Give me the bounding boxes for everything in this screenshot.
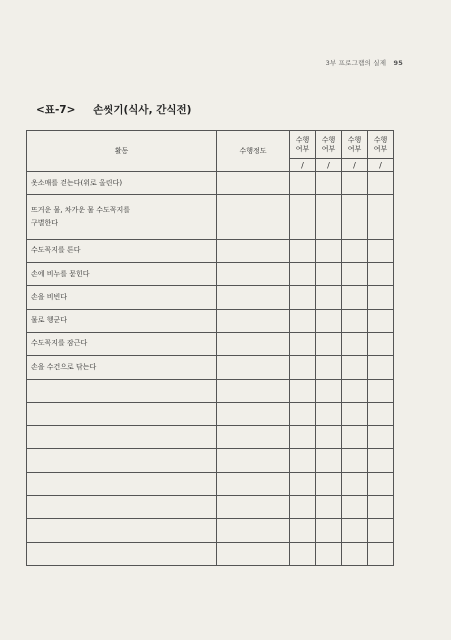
column-header-check: 수행 여부: [368, 131, 394, 159]
activity-cell: [27, 402, 217, 425]
degree-cell[interactable]: [217, 496, 290, 519]
activity-cell: 뜨거운 물, 차가운 물 수도꼭지를 구별한다: [27, 195, 217, 239]
column-header-check: 수행 여부: [316, 131, 342, 159]
degree-cell[interactable]: [217, 332, 290, 355]
check-cell[interactable]: [290, 332, 316, 355]
table-row: [27, 286, 394, 309]
degree-cell[interactable]: [217, 239, 290, 262]
check-cell[interactable]: [290, 449, 316, 472]
check-cell[interactable]: [342, 426, 368, 449]
table-row: [27, 356, 394, 379]
check-cell[interactable]: [368, 496, 394, 519]
check-cell[interactable]: [368, 239, 394, 262]
slash-divider: /: [368, 159, 394, 172]
activity-cell: 손을 비빈다: [27, 286, 217, 309]
table-row: [27, 332, 394, 355]
activity-cell: 수도꼭지를 튼다: [27, 239, 217, 262]
activity-cell: 물로 헹군다: [27, 309, 217, 332]
check-cell[interactable]: [342, 496, 368, 519]
degree-cell[interactable]: [217, 519, 290, 542]
check-cell[interactable]: [316, 263, 342, 286]
check-cell[interactable]: [290, 172, 316, 195]
check-cell[interactable]: [316, 195, 342, 239]
activity-cell: 옷소매를 걷는다(위로 올린다): [27, 172, 217, 195]
check-cell[interactable]: [316, 239, 342, 262]
check-cell[interactable]: [342, 472, 368, 495]
table-row: [27, 402, 394, 425]
degree-cell[interactable]: [217, 449, 290, 472]
table-row: [27, 496, 394, 519]
check-cell[interactable]: [368, 286, 394, 309]
degree-cell[interactable]: [217, 379, 290, 402]
activity-cell: [27, 519, 217, 542]
degree-cell[interactable]: [217, 472, 290, 495]
check-cell[interactable]: [342, 542, 368, 565]
table-row: [27, 379, 394, 402]
check-cell[interactable]: [316, 356, 342, 379]
check-cell[interactable]: [290, 263, 316, 286]
slash-divider: /: [290, 159, 316, 172]
column-header-check: 수행 여부: [290, 131, 316, 159]
degree-cell[interactable]: [217, 195, 290, 239]
check-cell[interactable]: [290, 542, 316, 565]
check-cell[interactable]: [316, 379, 342, 402]
check-cell[interactable]: [316, 332, 342, 355]
activity-cell: 손에 비누를 묻힌다: [27, 263, 217, 286]
degree-cell[interactable]: [217, 286, 290, 309]
check-cell[interactable]: [368, 472, 394, 495]
check-cell[interactable]: [368, 402, 394, 425]
degree-cell[interactable]: [217, 426, 290, 449]
activity-cell: [27, 449, 217, 472]
column-header-degree: 수행정도: [217, 131, 290, 172]
check-cell[interactable]: [368, 309, 394, 332]
check-cell[interactable]: [316, 542, 342, 565]
degree-cell[interactable]: [217, 542, 290, 565]
table-row: [27, 449, 394, 472]
table-row: [27, 519, 394, 542]
activity-cell: [27, 472, 217, 495]
check-cell[interactable]: [368, 379, 394, 402]
table-row: [27, 472, 394, 495]
activity-cell: 손을 수건으로 닦는다: [27, 356, 217, 379]
check-cell[interactable]: [368, 356, 394, 379]
check-cell[interactable]: [368, 426, 394, 449]
table-row: [27, 195, 394, 239]
activity-cell: [27, 542, 217, 565]
check-cell[interactable]: [342, 379, 368, 402]
check-cell[interactable]: [342, 356, 368, 379]
check-cell[interactable]: [316, 472, 342, 495]
check-cell[interactable]: [290, 309, 316, 332]
table-row: [27, 542, 394, 565]
table-row: [27, 263, 394, 286]
check-cell[interactable]: [290, 402, 316, 425]
activity-cell: [27, 426, 217, 449]
table-row: [27, 172, 394, 195]
check-cell[interactable]: [368, 542, 394, 565]
page-number: 95: [393, 59, 403, 67]
handwashing-checklist: [26, 130, 394, 566]
check-cell[interactable]: [290, 286, 316, 309]
check-cell[interactable]: [342, 402, 368, 425]
table-row: [27, 239, 394, 262]
activity-cell: [27, 379, 217, 402]
check-cell[interactable]: [290, 519, 316, 542]
check-cell[interactable]: [290, 195, 316, 239]
check-cell[interactable]: [342, 332, 368, 355]
slash-divider: /: [316, 159, 342, 172]
table-title: [36, 102, 191, 117]
check-cell[interactable]: [316, 286, 342, 309]
check-cell[interactable]: [368, 172, 394, 195]
check-cell[interactable]: [290, 239, 316, 262]
check-cell[interactable]: [368, 332, 394, 355]
column-header-activity: 활동: [27, 131, 217, 172]
check-cell[interactable]: [342, 195, 368, 239]
check-cell[interactable]: [316, 496, 342, 519]
degree-cell[interactable]: [217, 402, 290, 425]
check-cell[interactable]: [342, 519, 368, 542]
slash-divider: /: [342, 159, 368, 172]
check-cell[interactable]: [290, 379, 316, 402]
check-cell[interactable]: [342, 449, 368, 472]
table-title-text: 손씻기(식사, 간식전): [93, 104, 192, 116]
check-cell[interactable]: [316, 172, 342, 195]
check-cell[interactable]: [290, 496, 316, 519]
degree-cell[interactable]: [217, 309, 290, 332]
check-cell[interactable]: [368, 519, 394, 542]
table-row: [27, 426, 394, 449]
activity-cell: 수도꼭지를 잠근다: [27, 332, 217, 355]
check-cell[interactable]: [342, 309, 368, 332]
section-label: 3부 프로그램의 실제: [325, 59, 387, 67]
check-cell[interactable]: [316, 309, 342, 332]
check-cell[interactable]: [342, 263, 368, 286]
check-cell[interactable]: [316, 402, 342, 425]
degree-cell[interactable]: [217, 356, 290, 379]
check-cell[interactable]: [290, 426, 316, 449]
check-cell[interactable]: [290, 472, 316, 495]
check-cell[interactable]: [342, 172, 368, 195]
check-cell[interactable]: [342, 239, 368, 262]
table-row: [27, 309, 394, 332]
degree-cell[interactable]: [217, 172, 290, 195]
degree-cell[interactable]: [217, 263, 290, 286]
check-cell[interactable]: [342, 286, 368, 309]
check-cell[interactable]: [316, 449, 342, 472]
check-cell[interactable]: [316, 519, 342, 542]
check-cell[interactable]: [368, 263, 394, 286]
check-cell[interactable]: [368, 449, 394, 472]
table-code: <표-7>: [36, 104, 76, 116]
check-cell[interactable]: [316, 426, 342, 449]
column-header-check: 수행 여부: [342, 131, 368, 159]
activity-cell: [27, 496, 217, 519]
check-cell[interactable]: [368, 195, 394, 239]
check-cell[interactable]: [290, 356, 316, 379]
running-header: [326, 58, 403, 67]
